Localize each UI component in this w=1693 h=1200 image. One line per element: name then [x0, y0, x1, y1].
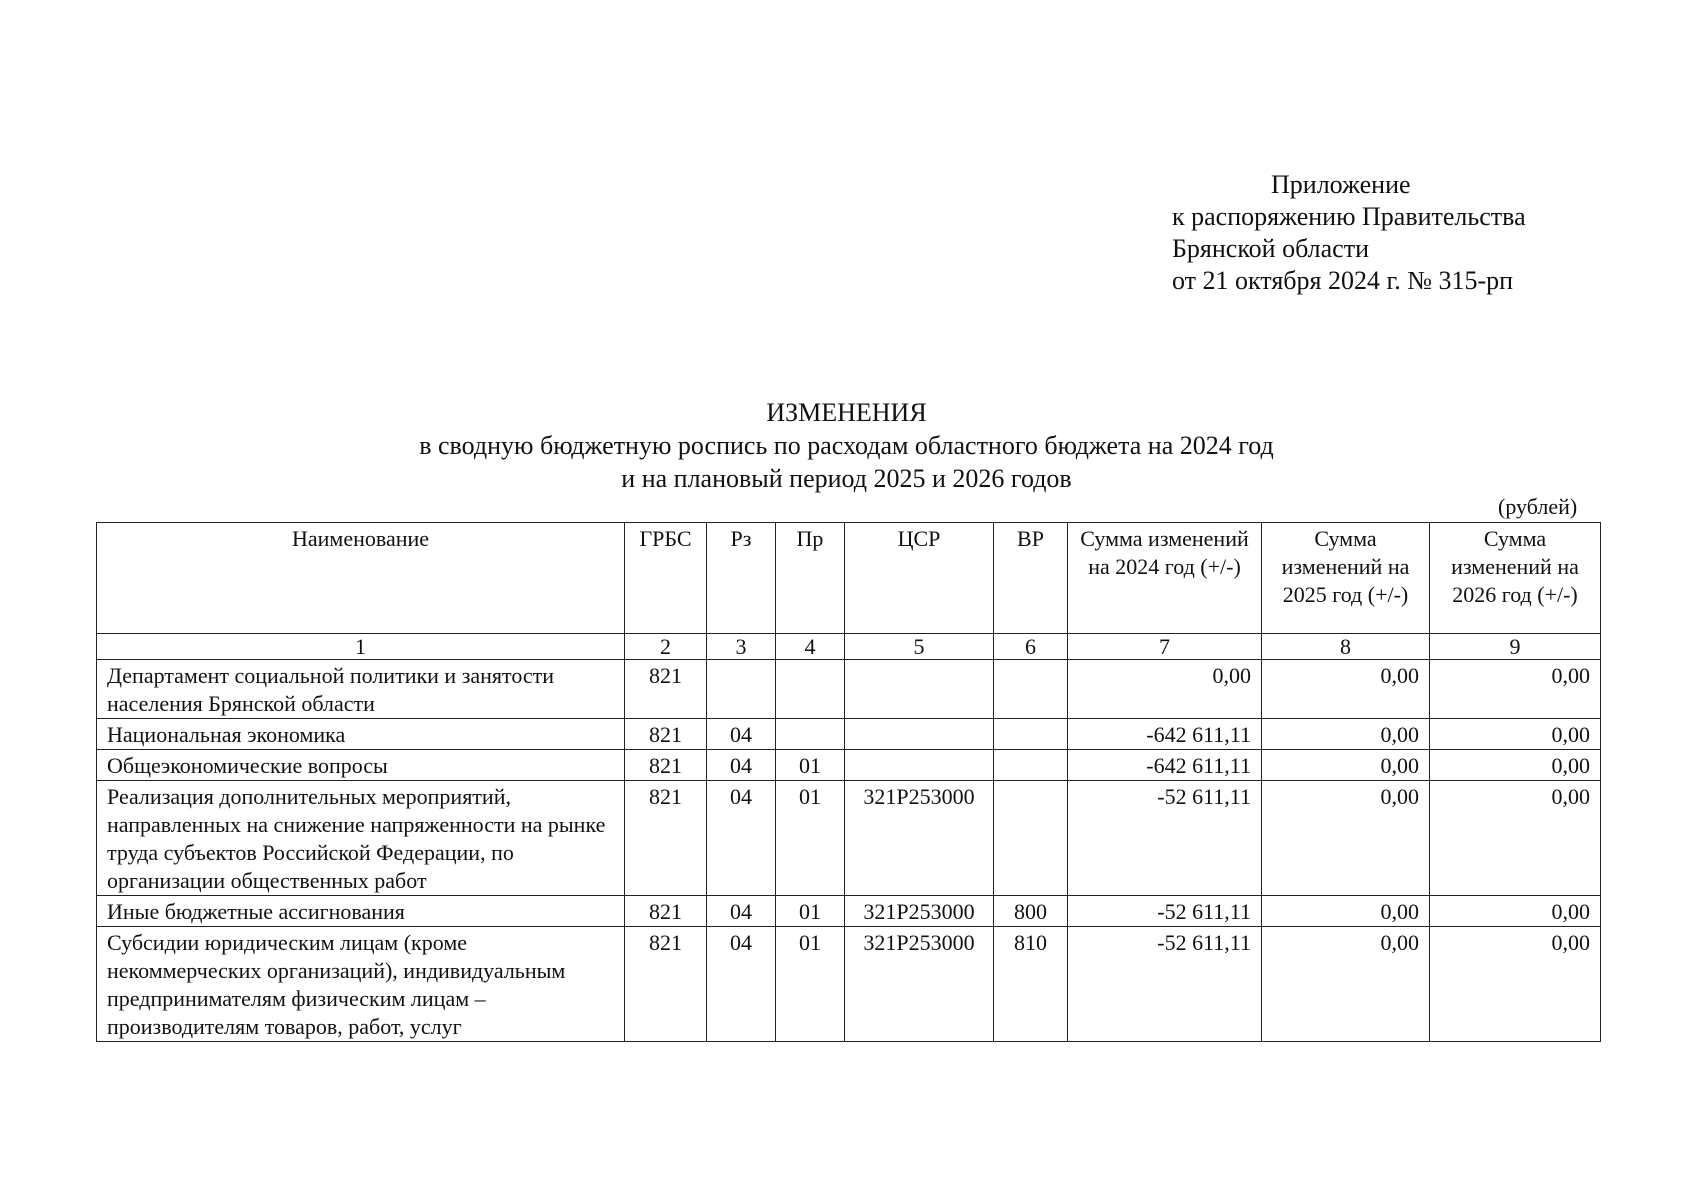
appendix-line-3: Брянской области — [1172, 234, 1369, 263]
row-grbs: 821 — [625, 896, 707, 927]
column-number: 7 — [1068, 634, 1262, 660]
column-number: 3 — [707, 634, 776, 660]
column-number: 5 — [845, 634, 994, 660]
column-number: 4 — [776, 634, 845, 660]
column-number: 6 — [994, 634, 1068, 660]
row-vr — [994, 781, 1068, 896]
row-sum-2026: 0,00 — [1430, 896, 1601, 927]
table-row — [97, 781, 1601, 896]
row-csr: 321P253000 — [845, 896, 994, 927]
row-sum-2024: 0,00 — [1068, 660, 1262, 719]
column-number: 9 — [1430, 634, 1601, 660]
row-vr — [994, 719, 1068, 750]
row-grbs: 821 — [625, 927, 707, 1042]
row-name: Иные бюджетные ассигнования — [97, 896, 625, 927]
row-rz: 04 — [707, 896, 776, 927]
row-sum-2024: -52 611,11 — [1068, 927, 1262, 1042]
header-vr: ВР — [994, 523, 1068, 634]
row-csr — [845, 660, 994, 719]
row-sum-2026: 0,00 — [1430, 781, 1601, 896]
row-rz: 04 — [707, 750, 776, 781]
row-csr — [845, 750, 994, 781]
header-rz: Рз — [707, 523, 776, 634]
header-pr: Пр — [776, 523, 845, 634]
table-row — [97, 896, 1601, 927]
appendix-line-2: к распоряжению Правительства — [1172, 202, 1526, 231]
document-title: ИЗМЕНЕНИЯ — [766, 398, 927, 427]
row-name: Департамент социальной политики и занятости населения Брянской области — [97, 660, 625, 719]
row-pr — [776, 719, 845, 750]
row-grbs: 821 — [625, 750, 707, 781]
header-grbs: ГРБС — [625, 523, 707, 634]
header-sum-2025: Сумма изменений на 2025 год (+/-) — [1262, 523, 1430, 634]
column-number: 2 — [625, 634, 707, 660]
row-sum-2024: -52 611,11 — [1068, 896, 1262, 927]
row-pr: 01 — [776, 750, 845, 781]
table-row — [97, 719, 1601, 750]
row-sum-2024: -642 611,11 — [1068, 750, 1262, 781]
row-grbs: 821 — [625, 660, 707, 719]
document-subtitle-2: и на плановый период 2025 и 2026 годов — [621, 464, 1072, 493]
row-name: Общеэкономические вопросы — [97, 750, 625, 781]
row-sum-2025: 0,00 — [1262, 750, 1430, 781]
row-sum-2025: 0,00 — [1262, 719, 1430, 750]
column-number-row — [97, 634, 1601, 660]
row-pr: 01 — [776, 896, 845, 927]
row-sum-2025: 0,00 — [1262, 927, 1430, 1042]
row-rz: 04 — [707, 927, 776, 1042]
row-name: Национальная экономика — [97, 719, 625, 750]
row-sum-2025: 0,00 — [1262, 660, 1430, 719]
header-name: Наименование — [97, 523, 625, 634]
row-grbs: 821 — [625, 781, 707, 896]
header-sum-2026: Сумма изменений на 2026 год (+/-) — [1430, 523, 1601, 634]
row-sum-2026: 0,00 — [1430, 719, 1601, 750]
row-sum-2024: -52 611,11 — [1068, 781, 1262, 896]
row-grbs: 821 — [625, 719, 707, 750]
header-csr: ЦСР — [845, 523, 994, 634]
units-label: (рублей) — [1498, 494, 1578, 519]
row-sum-2026: 0,00 — [1430, 750, 1601, 781]
row-rz: 04 — [707, 719, 776, 750]
row-name: Субсидии юридическим лицам (кроме некоммерческих организаций), индивидуальным предпринимателям физическим лицам – производителям товаров, работ, услуг — [97, 927, 625, 1042]
appendix-line-4: от 21 октября 2024 г. № 315-рп — [1172, 266, 1514, 295]
appendix-line-1: Приложение — [1271, 170, 1411, 199]
row-sum-2025: 0,00 — [1262, 896, 1430, 927]
header-sum-2024: Сумма изменений на 2024 год (+/-) — [1068, 523, 1262, 634]
row-csr — [845, 719, 994, 750]
budget-table — [96, 522, 1601, 1042]
row-rz: 04 — [707, 781, 776, 896]
column-number: 1 — [97, 634, 625, 660]
row-rz — [707, 660, 776, 719]
table-row — [97, 927, 1601, 1042]
row-sum-2026: 0,00 — [1430, 927, 1601, 1042]
row-vr — [994, 750, 1068, 781]
row-vr: 810 — [994, 927, 1068, 1042]
row-csr: 321P253000 — [845, 781, 994, 896]
row-name: Реализация дополнительных мероприятий, направленных на снижение напряженности на рынке труда субъектов Российской Федерации, по организации общественных работ — [97, 781, 625, 896]
row-sum-2026: 0,00 — [1430, 660, 1601, 719]
row-vr: 800 — [994, 896, 1068, 927]
row-sum-2024: -642 611,11 — [1068, 719, 1262, 750]
table-row — [97, 660, 1601, 719]
row-vr — [994, 660, 1068, 719]
row-csr: 321P253000 — [845, 927, 994, 1042]
row-pr: 01 — [776, 927, 845, 1042]
appendix-block — [1172, 169, 1526, 297]
row-pr: 01 — [776, 781, 845, 896]
row-pr — [776, 660, 845, 719]
column-number: 8 — [1262, 634, 1430, 660]
table-row — [97, 750, 1601, 781]
row-sum-2025: 0,00 — [1262, 781, 1430, 896]
table-header-row — [97, 523, 1601, 634]
document-subtitle-1: в сводную бюджетную роспись по расходам областного бюджета на 2024 год — [419, 431, 1274, 460]
